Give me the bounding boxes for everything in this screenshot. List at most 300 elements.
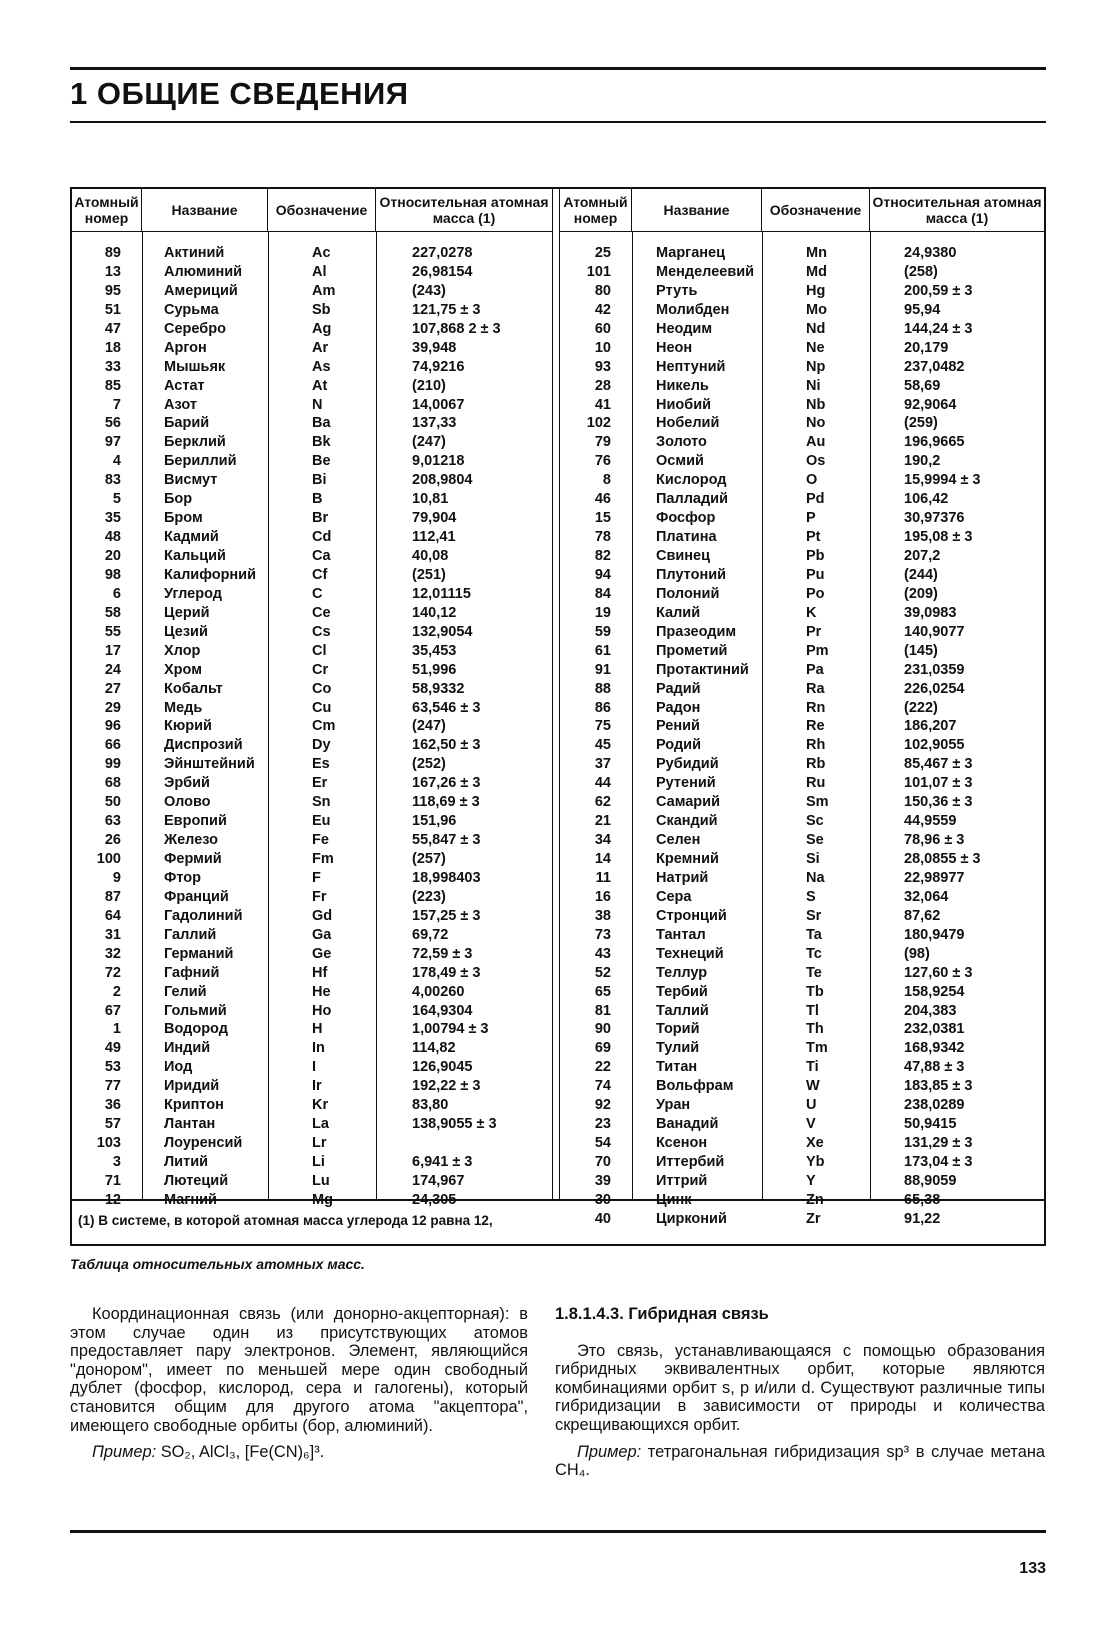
symbol-cell: Co [312, 680, 332, 697]
symbol-cell: Ar [312, 339, 329, 356]
element-name-cell: Хлор [164, 642, 201, 659]
atomic-mass-cell [412, 1134, 550, 1153]
symbol-cell: U [806, 1097, 817, 1114]
atomic-number-cell: 64 [104, 907, 121, 924]
atomic-mass-cell: 180,9479 [904, 926, 965, 943]
atomic-mass-cell: 131,29 ± 3 [904, 1135, 973, 1152]
atomic-mass-cell: 47,88 ± 3 [904, 1059, 965, 1076]
element-name-cell: Тантал [656, 926, 706, 943]
element-name-cell: Висмут [164, 472, 218, 489]
atomic-mass-cell: 118,69 ± 3 [412, 794, 480, 811]
atomic-mass-cell: 132,9054 [412, 623, 473, 640]
element-name-cell: Иттрий [656, 1172, 708, 1189]
symbol-cell: Si [806, 851, 820, 867]
symbol-cell: La [312, 1116, 329, 1133]
atomic-mass-cell: 9,01218 [412, 453, 465, 470]
atomic-mass-cell: 15,9994 ± 3 [904, 472, 981, 489]
symbol-cell: Na [806, 869, 825, 886]
atomic-number-cell: 58 [104, 604, 121, 621]
atomic-number-cell: 80 [594, 282, 611, 299]
symbol-cell: Fr [312, 888, 327, 905]
atomic-mass-cell: 126,9045 [412, 1059, 473, 1076]
element-name-cell: Осмий [656, 453, 704, 470]
element-name-column [164, 244, 268, 1210]
atomic-mass-cell: 226,0254 [904, 680, 965, 697]
symbol-cell: Yb [806, 1154, 825, 1170]
symbol-cell: Cm [312, 718, 336, 735]
atomic-number-cell: 86 [594, 699, 611, 716]
symbol-cell: Tb [806, 983, 824, 1000]
atomic-number-cell: 41 [594, 396, 611, 413]
atomic-mass-cell: 63,546 ± 3 [412, 699, 481, 716]
element-name-cell: Полоний [656, 585, 720, 602]
header-atomic-number: Атомный номер [560, 189, 632, 232]
symbol-cell: Cl [312, 642, 327, 659]
atomic-number-cell: 19 [594, 604, 611, 621]
atomic-number-cell: 52 [594, 964, 611, 981]
symbol-cell: Hg [806, 282, 826, 299]
element-name-cell: Технеций [656, 945, 724, 962]
atomic-mass-cell: 195,08 ± 3 [904, 529, 973, 546]
header-name: Название [142, 189, 268, 232]
element-name-cell: Молибден [656, 301, 730, 318]
symbol-cell: Li [312, 1154, 325, 1170]
atomic-number-cell: 59 [594, 623, 611, 640]
atomic-number-cell: 78 [594, 529, 611, 546]
atomic-number-cell: 6 [112, 585, 121, 602]
atomic-number-cell: 93 [594, 358, 611, 375]
atomic-mass-cell: (98) [904, 945, 930, 962]
atomic-mass-cell: 107,868 2 ± 3 [412, 320, 501, 337]
atomic-number-cell: 77 [104, 1078, 121, 1095]
element-name-cell: Европий [164, 813, 227, 830]
element-name-cell: Кальций [164, 548, 226, 564]
symbol-cell: Ga [312, 926, 332, 943]
element-name-cell: Селен [656, 832, 701, 849]
element-name-cell: Радий [656, 680, 701, 697]
atomic-number-cell: 74 [594, 1078, 611, 1095]
element-name-cell: Криптон [164, 1097, 224, 1114]
atomic-mass-cell: 91,22 [904, 1210, 941, 1227]
atomic-number-cell: 50 [104, 794, 121, 811]
atomic-number-cell: 82 [594, 548, 611, 564]
symbol-cell: Po [806, 585, 825, 602]
element-name-cell: Диспрозий [164, 737, 243, 754]
atomic-mass-cell: 186,207 [904, 718, 957, 735]
atomic-mass-cell: 101,07 ± 3 [904, 775, 973, 792]
atomic-mass-cell: 35,453 [412, 642, 457, 659]
symbol-cell: Tc [806, 945, 822, 962]
atomic-mass-cell: 6,941 ± 3 [412, 1154, 473, 1170]
atomic-number-cell: 87 [104, 888, 121, 905]
atomic-mass-column [904, 244, 1042, 1229]
example-line [555, 1443, 1045, 1480]
element-name-cell: Азот [164, 396, 197, 413]
table-caption: Таблица относительных атомных масс. [70, 1256, 365, 1272]
symbol-cell: Te [806, 964, 822, 981]
atomic-number-cell: 42 [594, 301, 611, 318]
atomic-mass-table [70, 187, 1046, 1246]
element-name-cell: Медь [164, 699, 203, 716]
atomic-number-cell: 92 [594, 1097, 611, 1114]
atomic-number-cell: 99 [104, 756, 121, 773]
atomic-mass-cell: (247) [412, 434, 446, 451]
header-symbol: Обозначение [268, 189, 376, 232]
element-name-cell: Никель [656, 377, 709, 394]
example-line [70, 1443, 528, 1462]
atomic-mass-cell: 183,85 ± 3 [904, 1078, 973, 1095]
element-name-cell: Литий [164, 1154, 209, 1170]
atomic-mass-cell: 208,9804 [412, 472, 473, 489]
atomic-number-cell: 69 [594, 1040, 611, 1057]
symbol-cell: F [312, 869, 321, 886]
element-name-cell: Берклий [164, 434, 226, 451]
atomic-number-cell: 21 [594, 813, 611, 830]
atomic-number-cell: 11 [595, 869, 611, 886]
atomic-mass-cell: 114,82 [412, 1040, 456, 1057]
symbol-cell: Ne [806, 339, 825, 356]
atomic-mass-cell: 178,49 ± 3 [412, 964, 481, 981]
atomic-number-cell: 66 [104, 737, 121, 754]
header-atomic-number: Атомный номер [72, 189, 142, 232]
element-name-cell: Сера [656, 888, 692, 905]
element-name-cell: Франций [164, 888, 229, 905]
atomic-number-cell: 26 [104, 832, 121, 849]
atomic-number-cell: 54 [594, 1135, 611, 1152]
symbol-cell: Mo [806, 301, 827, 318]
element-name-cell: Кюрий [164, 718, 212, 735]
atomic-number-cell: 5 [112, 491, 121, 508]
symbol-cell: Zn [806, 1191, 824, 1208]
atomic-number-cell: 35 [104, 510, 121, 527]
element-name-cell: Ртуть [656, 282, 698, 299]
element-name-cell: Титан [656, 1059, 698, 1076]
element-name-cell: Тулий [656, 1040, 700, 1057]
atomic-number-cell: 84 [594, 585, 611, 602]
atomic-mass-cell: 164,9304 [412, 1002, 473, 1019]
atomic-mass-cell: 40,08 [412, 548, 449, 564]
right-text-column [555, 1305, 1045, 1480]
element-name-cell: Бор [164, 491, 193, 508]
symbol-cell: Ir [312, 1078, 322, 1095]
symbol-cell: Ra [806, 680, 825, 697]
symbol-cell: Fe [312, 832, 329, 849]
element-name-cell: Фосфор [656, 510, 716, 527]
symbol-cell: Xe [806, 1135, 824, 1152]
atomic-mass-cell: 65,38 [904, 1191, 941, 1208]
atomic-mass-cell: 138,9055 ± 3 [412, 1116, 497, 1133]
element-name-cell: Калифорний [164, 566, 257, 583]
symbol-cell: At [312, 377, 328, 394]
element-name-cell: Натрий [656, 869, 709, 886]
atomic-mass-cell: 14,0067 [412, 396, 465, 413]
element-name-cell: Лютеций [164, 1172, 229, 1189]
symbol-cell: H [312, 1021, 323, 1038]
element-name-cell: Платина [656, 529, 717, 546]
element-name-cell: Торий [656, 1021, 700, 1038]
symbol-cell: Re [806, 718, 825, 735]
atomic-number-cell: 100 [96, 851, 121, 867]
symbol-cell: Sc [806, 813, 824, 830]
symbol-cell: Es [312, 756, 330, 773]
element-name-cell: Лантан [164, 1116, 216, 1133]
symbol-cell: Tl [806, 1002, 819, 1019]
element-name-cell: Барий [164, 415, 210, 432]
atomic-mass-cell: 158,9254 [904, 983, 965, 1000]
atomic-number-cell: 48 [104, 529, 121, 546]
atomic-number-cell: 55 [104, 623, 121, 640]
element-name-cell: Лоуренсий [164, 1135, 243, 1152]
atomic-number-cell: 98 [104, 566, 121, 583]
example-text: SO₂, AlCl₃, [Fe(CN)₆]³. [156, 1443, 325, 1462]
atomic-mass-cell: 24,9380 [904, 245, 957, 261]
hybrid-bond-paragraph: Это связь, устанавливающаяся с помощью образования гибридных эквивалентных орбит, которые являются комбинациями орбит s, p и/или d. Существуют различные типы гибридизации в зависимости от природы и количества скрещивающихся орбит. [555, 1341, 1045, 1434]
atomic-number-cell: 39 [594, 1172, 611, 1189]
element-name-cell: Рений [656, 718, 700, 735]
element-name-cell: Хром [164, 661, 202, 678]
atomic-number-cell: 2 [112, 983, 121, 1000]
atomic-mass-cell: 55,847 ± 3 [412, 832, 481, 849]
atomic-number-cell: 37 [594, 756, 611, 773]
atomic-number-cell: 43 [594, 945, 611, 962]
atomic-number-cell: 65 [594, 983, 611, 1000]
symbol-cell: Lu [312, 1172, 330, 1189]
symbol-cell: Sn [312, 794, 331, 811]
atomic-mass-cell: (209) [904, 585, 938, 602]
atomic-mass-cell: 85,467 ± 3 [904, 756, 973, 773]
atomic-mass-cell: 69,72 [412, 926, 449, 943]
symbol-cell: I [312, 1059, 317, 1076]
atomic-mass-cell: 150,36 ± 3 [904, 794, 973, 811]
atomic-number-cell: 103 [96, 1135, 121, 1152]
atomic-mass-cell: 20,179 [904, 339, 949, 356]
symbol-cell: Mg [312, 1191, 333, 1208]
element-name-column [656, 244, 762, 1229]
atomic-number-cell: 34 [594, 832, 611, 849]
element-name-cell: Калий [656, 604, 701, 621]
atomic-mass-cell: 95,94 [904, 301, 941, 318]
element-name-cell: Неон [656, 339, 693, 356]
element-name-cell: Цирконий [656, 1210, 727, 1227]
left-text-column [70, 1305, 528, 1462]
symbol-cell: Tm [806, 1040, 828, 1057]
element-name-cell: Кремний [656, 851, 719, 867]
symbol-column [806, 244, 866, 1229]
atomic-number-cell: 16 [594, 888, 611, 905]
element-name-cell: Бериллий [164, 453, 237, 470]
atomic-mass-cell: 144,24 ± 3 [904, 320, 973, 337]
atomic-number-cell: 96 [104, 718, 121, 735]
atomic-number-cell: 49 [104, 1040, 121, 1057]
symbol-cell: Mn [806, 245, 827, 261]
symbol-cell: Br [312, 510, 329, 527]
atomic-number-cell: 91 [594, 661, 611, 678]
element-name-cell: Золото [656, 434, 707, 451]
element-name-cell: Уран [656, 1097, 691, 1114]
atomic-number-cell: 79 [594, 434, 611, 451]
atomic-mass-cell: 1,00794 ± 3 [412, 1021, 489, 1038]
symbol-cell: He [312, 983, 331, 1000]
symbol-cell: Rn [806, 699, 826, 716]
element-name-cell: Протактиний [656, 661, 749, 678]
symbol-cell: Ni [806, 377, 821, 394]
symbol-cell: Al [312, 263, 327, 280]
atomic-mass-cell: 51,996 [412, 661, 457, 678]
symbol-cell: Nd [806, 320, 826, 337]
symbol-cell: Nb [806, 396, 826, 413]
element-name-cell: Астат [164, 377, 205, 394]
atomic-number-cell: 88 [594, 680, 611, 697]
symbol-cell: Ag [312, 320, 332, 337]
atomic-mass-cell: 79,904 [412, 510, 457, 527]
atomic-mass-cell: 140,9077 [904, 623, 965, 640]
atomic-number-cell: 75 [594, 718, 611, 735]
atomic-mass-cell: 32,064 [904, 888, 949, 905]
element-name-cell: Ниобий [656, 396, 712, 413]
atomic-mass-cell: 238,0289 [904, 1097, 965, 1114]
element-name-cell: Цезий [164, 623, 208, 640]
symbol-cell: Sm [806, 794, 829, 811]
atomic-number-cell: 36 [104, 1097, 121, 1114]
symbol-cell: P [806, 510, 816, 527]
symbol-cell: Ce [312, 604, 331, 621]
element-name-cell: Рубидий [656, 756, 719, 773]
element-name-cell: Эрбий [164, 775, 210, 792]
example-label: Пример: [577, 1442, 642, 1461]
atomic-mass-cell: 200,59 ± 3 [904, 282, 973, 299]
symbol-cell: Ca [312, 548, 331, 564]
element-name-cell: Актиний [164, 245, 225, 261]
atomic-mass-cell: (243) [412, 282, 446, 299]
atomic-number-cell: 60 [594, 320, 611, 337]
element-name-cell: Водород [164, 1021, 228, 1038]
atomic-mass-cell: 167,26 ± 3 [412, 775, 481, 792]
atomic-mass-cell: 39,948 [412, 339, 457, 356]
symbol-column [312, 244, 372, 1210]
element-name-cell: Кислород [656, 472, 727, 489]
atomic-mass-cell: (222) [904, 699, 938, 716]
atomic-mass-cell: 12,01115 [412, 585, 471, 602]
atomic-number-cell: 24 [104, 661, 121, 678]
table-middle-separator [552, 189, 560, 1199]
symbol-cell: Cd [312, 529, 332, 546]
atomic-mass-cell: 28,0855 ± 3 [904, 851, 981, 867]
atomic-number-cell: 17 [104, 642, 121, 659]
atomic-mass-cell: 137,33 [412, 415, 457, 432]
atomic-mass-cell: 192,22 ± 3 [412, 1078, 481, 1095]
atomic-number-cell: 27 [104, 680, 121, 697]
atomic-number-cell: 61 [594, 642, 611, 659]
atomic-number-cell: 47 [104, 320, 121, 337]
symbol-cell: Eu [312, 813, 331, 830]
symbol-cell: B [312, 491, 323, 508]
element-name-cell: Менделеевий [656, 263, 755, 280]
atomic-mass-cell: 207,2 [904, 548, 941, 564]
atomic-mass-cell: 157,25 ± 3 [412, 907, 481, 924]
symbol-cell: Fm [312, 851, 334, 867]
symbol-cell: Rh [806, 737, 826, 754]
symbol-cell: Os [806, 453, 826, 470]
element-name-cell: Гафний [164, 964, 220, 981]
atomic-mass-cell: 39,0983 [904, 604, 957, 621]
element-name-cell: Индий [164, 1040, 211, 1057]
atomic-number-cell: 20 [104, 548, 121, 564]
element-name-cell: Иод [164, 1059, 193, 1076]
symbol-cell: O [806, 472, 818, 489]
symbol-cell: C [312, 585, 323, 602]
element-name-cell: Гелий [164, 983, 207, 1000]
element-name-cell: Фтор [164, 869, 202, 886]
element-name-cell: Празеодим [656, 623, 737, 640]
atomic-mass-cell: 168,9342 [904, 1040, 965, 1057]
element-name-cell: Иридий [164, 1078, 220, 1095]
symbol-cell: Pu [806, 566, 825, 583]
atomic-number-cell: 85 [104, 377, 121, 394]
atomic-number-cell: 57 [104, 1116, 121, 1133]
symbol-cell: Zr [806, 1210, 821, 1227]
symbol-cell: Cu [312, 699, 332, 716]
atomic-number-cell: 7 [112, 396, 121, 413]
atomic-number-cell: 83 [104, 472, 121, 489]
symbol-cell: Se [806, 832, 824, 849]
element-name-cell: Бром [164, 510, 203, 527]
atomic-mass-cell: 106,42 [904, 491, 949, 508]
atomic-mass-cell: (251) [412, 566, 446, 583]
atomic-mass-cell: 102,9055 [904, 737, 965, 754]
atomic-number-cell: 25 [594, 245, 611, 261]
atomic-number-cell: 46 [594, 491, 611, 508]
symbol-cell: No [806, 415, 826, 432]
atomic-mass-cell: 196,9665 [904, 434, 965, 451]
symbol-cell: Cf [312, 566, 328, 583]
element-name-cell: Иттербий [656, 1154, 725, 1170]
atomic-mass-cell: 83,80 [412, 1097, 449, 1114]
atomic-mass-cell: 4,00260 [412, 983, 465, 1000]
symbol-cell: Bk [312, 434, 331, 451]
symbol-cell: S [806, 888, 816, 905]
atomic-mass-cell: 30,97376 [904, 510, 965, 527]
element-name-cell: Ванадий [656, 1116, 719, 1133]
element-name-cell: Родий [656, 737, 702, 754]
atomic-mass-cell: (210) [412, 377, 446, 394]
symbol-cell: Y [806, 1172, 816, 1189]
element-name-cell: Америций [164, 282, 238, 299]
element-name-cell: Серебро [164, 320, 226, 337]
atomic-number-cell: 102 [586, 415, 611, 432]
symbol-cell: In [312, 1040, 325, 1057]
symbol-cell: Ba [312, 415, 331, 432]
symbol-cell: Th [806, 1021, 824, 1038]
element-name-cell: Самарий [656, 794, 720, 811]
atomic-mass-cell: 74,9216 [412, 358, 465, 375]
atomic-mass-cell: 78,96 ± 3 [904, 832, 965, 849]
atomic-mass-cell: 232,0381 [904, 1021, 965, 1038]
title-underline [70, 121, 1046, 123]
coordination-bond-paragraph: Координационная связь (или донорно-акцепторная): в этом случае один из присутствующих атомов предоставляет пару электронов. Элемент, являющийся "донором", имеет по меньшей мере один свободный дублет (фосфор, кислород, сера и галогены), который становится общим для другого атома "акцептора", имеющего свободные орбиты (бор, алюминий). [70, 1305, 528, 1435]
atomic-number-cell: 28 [594, 377, 611, 394]
atomic-number-cell: 22 [594, 1059, 611, 1076]
element-name-cell: Мышьяк [164, 358, 226, 375]
symbol-cell: Cs [312, 623, 331, 640]
symbol-cell: Ti [806, 1059, 819, 1076]
symbol-cell: Pm [806, 642, 829, 659]
atomic-number-cell: 30 [594, 1191, 611, 1208]
atomic-mass-cell: (258) [904, 263, 938, 280]
element-name-cell: Цинк [656, 1191, 692, 1208]
element-name-cell: Германий [164, 945, 234, 962]
atomic-mass-cell: 140,12 [412, 604, 457, 621]
atomic-mass-cell: 10,81 [412, 491, 449, 508]
